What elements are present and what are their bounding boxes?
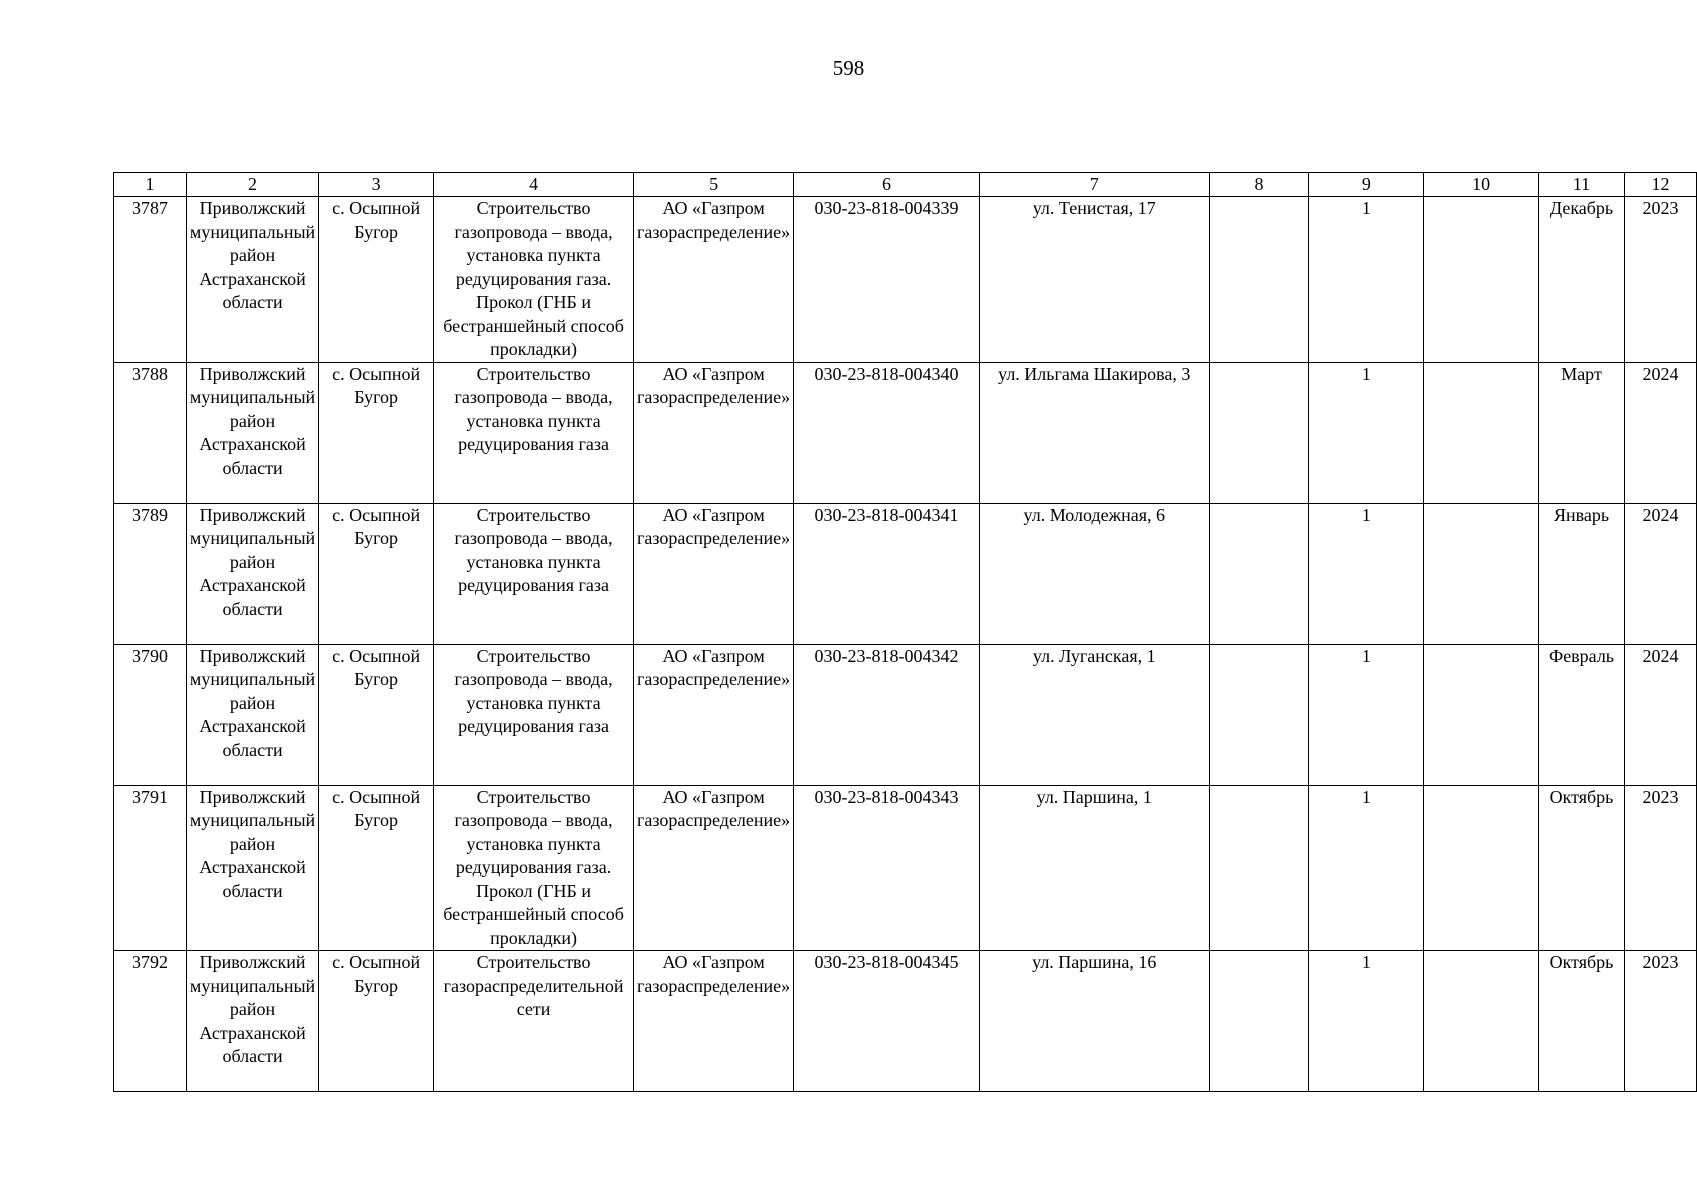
cell-number: 3789 [114, 503, 187, 644]
cell-district: Приволжский муниципальный район Астраханской области [186, 951, 318, 1092]
cell-code: 030-23-818-004341 [794, 503, 980, 644]
cell-col10 [1424, 197, 1539, 363]
cell-address: ул. Паршина, 1 [979, 785, 1209, 951]
column-header: 8 [1209, 173, 1309, 197]
cell-work-type: Строительство газопровода – ввода, установка пункта редуцирования газа. Прокол (ГНБ и бестраншейный способ прокладки) [434, 197, 634, 363]
table-row [114, 951, 1697, 1092]
cell-settlement: с. Осыпной Бугор [319, 197, 434, 363]
column-number-row [114, 173, 1697, 197]
column-header: 7 [979, 173, 1209, 197]
cell-settlement: с. Осыпной Бугор [319, 951, 434, 1092]
cell-organization: АО «Газпром газораспределение» [634, 785, 794, 951]
cell-number: 3790 [114, 644, 187, 785]
cell-work-type: Строительство газопровода – ввода, установка пункта редуцирования газа [434, 362, 634, 503]
cell-organization: АО «Газпром газораспределение» [634, 362, 794, 503]
cell-number: 3792 [114, 951, 187, 1092]
cell-code: 030-23-818-004342 [794, 644, 980, 785]
column-header: 2 [186, 173, 318, 197]
cell-organization: АО «Газпром газораспределение» [634, 951, 794, 1092]
table-row [114, 785, 1697, 951]
column-header: 12 [1624, 173, 1696, 197]
cell-col9: 1 [1309, 785, 1424, 951]
cell-work-type: Строительство газораспределительной сети [434, 951, 634, 1092]
cell-col8 [1209, 197, 1309, 363]
cell-settlement: с. Осыпной Бугор [319, 362, 434, 503]
cell-month: Март [1539, 362, 1625, 503]
cell-address: ул. Ильгама Шакирова, 3 [979, 362, 1209, 503]
cell-organization: АО «Газпром газораспределение» [634, 644, 794, 785]
cell-address: ул. Молодежная, 6 [979, 503, 1209, 644]
cell-settlement: с. Осыпной Бугор [319, 644, 434, 785]
cell-year: 2023 [1624, 785, 1696, 951]
cell-col9: 1 [1309, 503, 1424, 644]
cell-work-type: Строительство газопровода – ввода, установка пункта редуцирования газа [434, 644, 634, 785]
cell-month: Октябрь [1539, 951, 1625, 1092]
table-row [114, 503, 1697, 644]
cell-col10 [1424, 644, 1539, 785]
cell-col10 [1424, 503, 1539, 644]
cell-month: Февраль [1539, 644, 1625, 785]
column-header: 1 [114, 173, 187, 197]
cell-number: 3787 [114, 197, 187, 363]
column-header: 11 [1539, 173, 1625, 197]
cell-number: 3788 [114, 362, 187, 503]
cell-address: ул. Тенистая, 17 [979, 197, 1209, 363]
cell-col9: 1 [1309, 362, 1424, 503]
cell-col9: 1 [1309, 197, 1424, 363]
page-number: 598 [832, 56, 865, 80]
cell-district: Приволжский муниципальный район Астраханской области [186, 644, 318, 785]
table-row [114, 197, 1697, 363]
cell-code: 030-23-818-004343 [794, 785, 980, 951]
cell-col9: 1 [1309, 951, 1424, 1092]
cell-settlement: с. Осыпной Бугор [319, 503, 434, 644]
cell-address: ул. Паршина, 16 [979, 951, 1209, 1092]
cell-settlement: с. Осыпной Бугор [319, 785, 434, 951]
cell-col10 [1424, 362, 1539, 503]
cell-month: Октябрь [1539, 785, 1625, 951]
cell-district: Приволжский муниципальный район Астраханской области [186, 362, 318, 503]
cell-work-type: Строительство газопровода – ввода, установка пункта редуцирования газа. Прокол (ГНБ и бестраншейный способ прокладки) [434, 785, 634, 951]
cell-col8 [1209, 785, 1309, 951]
cell-month: Январь [1539, 503, 1625, 644]
column-header: 5 [634, 173, 794, 197]
data-table [113, 172, 1697, 1092]
cell-code: 030-23-818-004339 [794, 197, 980, 363]
cell-number: 3791 [114, 785, 187, 951]
column-header: 4 [434, 173, 634, 197]
table-row [114, 362, 1697, 503]
cell-col9: 1 [1309, 644, 1424, 785]
cell-year: 2024 [1624, 362, 1696, 503]
cell-address: ул. Луганская, 1 [979, 644, 1209, 785]
cell-code: 030-23-818-004340 [794, 362, 980, 503]
cell-district: Приволжский муниципальный район Астраханской области [186, 197, 318, 363]
cell-year: 2023 [1624, 951, 1696, 1092]
cell-organization: АО «Газпром газораспределение» [634, 503, 794, 644]
cell-code: 030-23-818-004345 [794, 951, 980, 1092]
cell-year: 2024 [1624, 503, 1696, 644]
column-header: 6 [794, 173, 980, 197]
cell-col8 [1209, 951, 1309, 1092]
cell-col8 [1209, 362, 1309, 503]
column-header: 9 [1309, 173, 1424, 197]
cell-work-type: Строительство газопровода – ввода, установка пункта редуцирования газа [434, 503, 634, 644]
column-header: 3 [319, 173, 434, 197]
cell-col8 [1209, 503, 1309, 644]
cell-month: Декабрь [1539, 197, 1625, 363]
cell-col10 [1424, 951, 1539, 1092]
cell-col8 [1209, 644, 1309, 785]
column-header: 10 [1424, 173, 1539, 197]
table-row [114, 644, 1697, 785]
cell-district: Приволжский муниципальный район Астраханской области [186, 503, 318, 644]
cell-year: 2023 [1624, 197, 1696, 363]
cell-year: 2024 [1624, 644, 1696, 785]
cell-col10 [1424, 785, 1539, 951]
cell-district: Приволжский муниципальный район Астраханской области [186, 785, 318, 951]
cell-organization: АО «Газпром газораспределение» [634, 197, 794, 363]
